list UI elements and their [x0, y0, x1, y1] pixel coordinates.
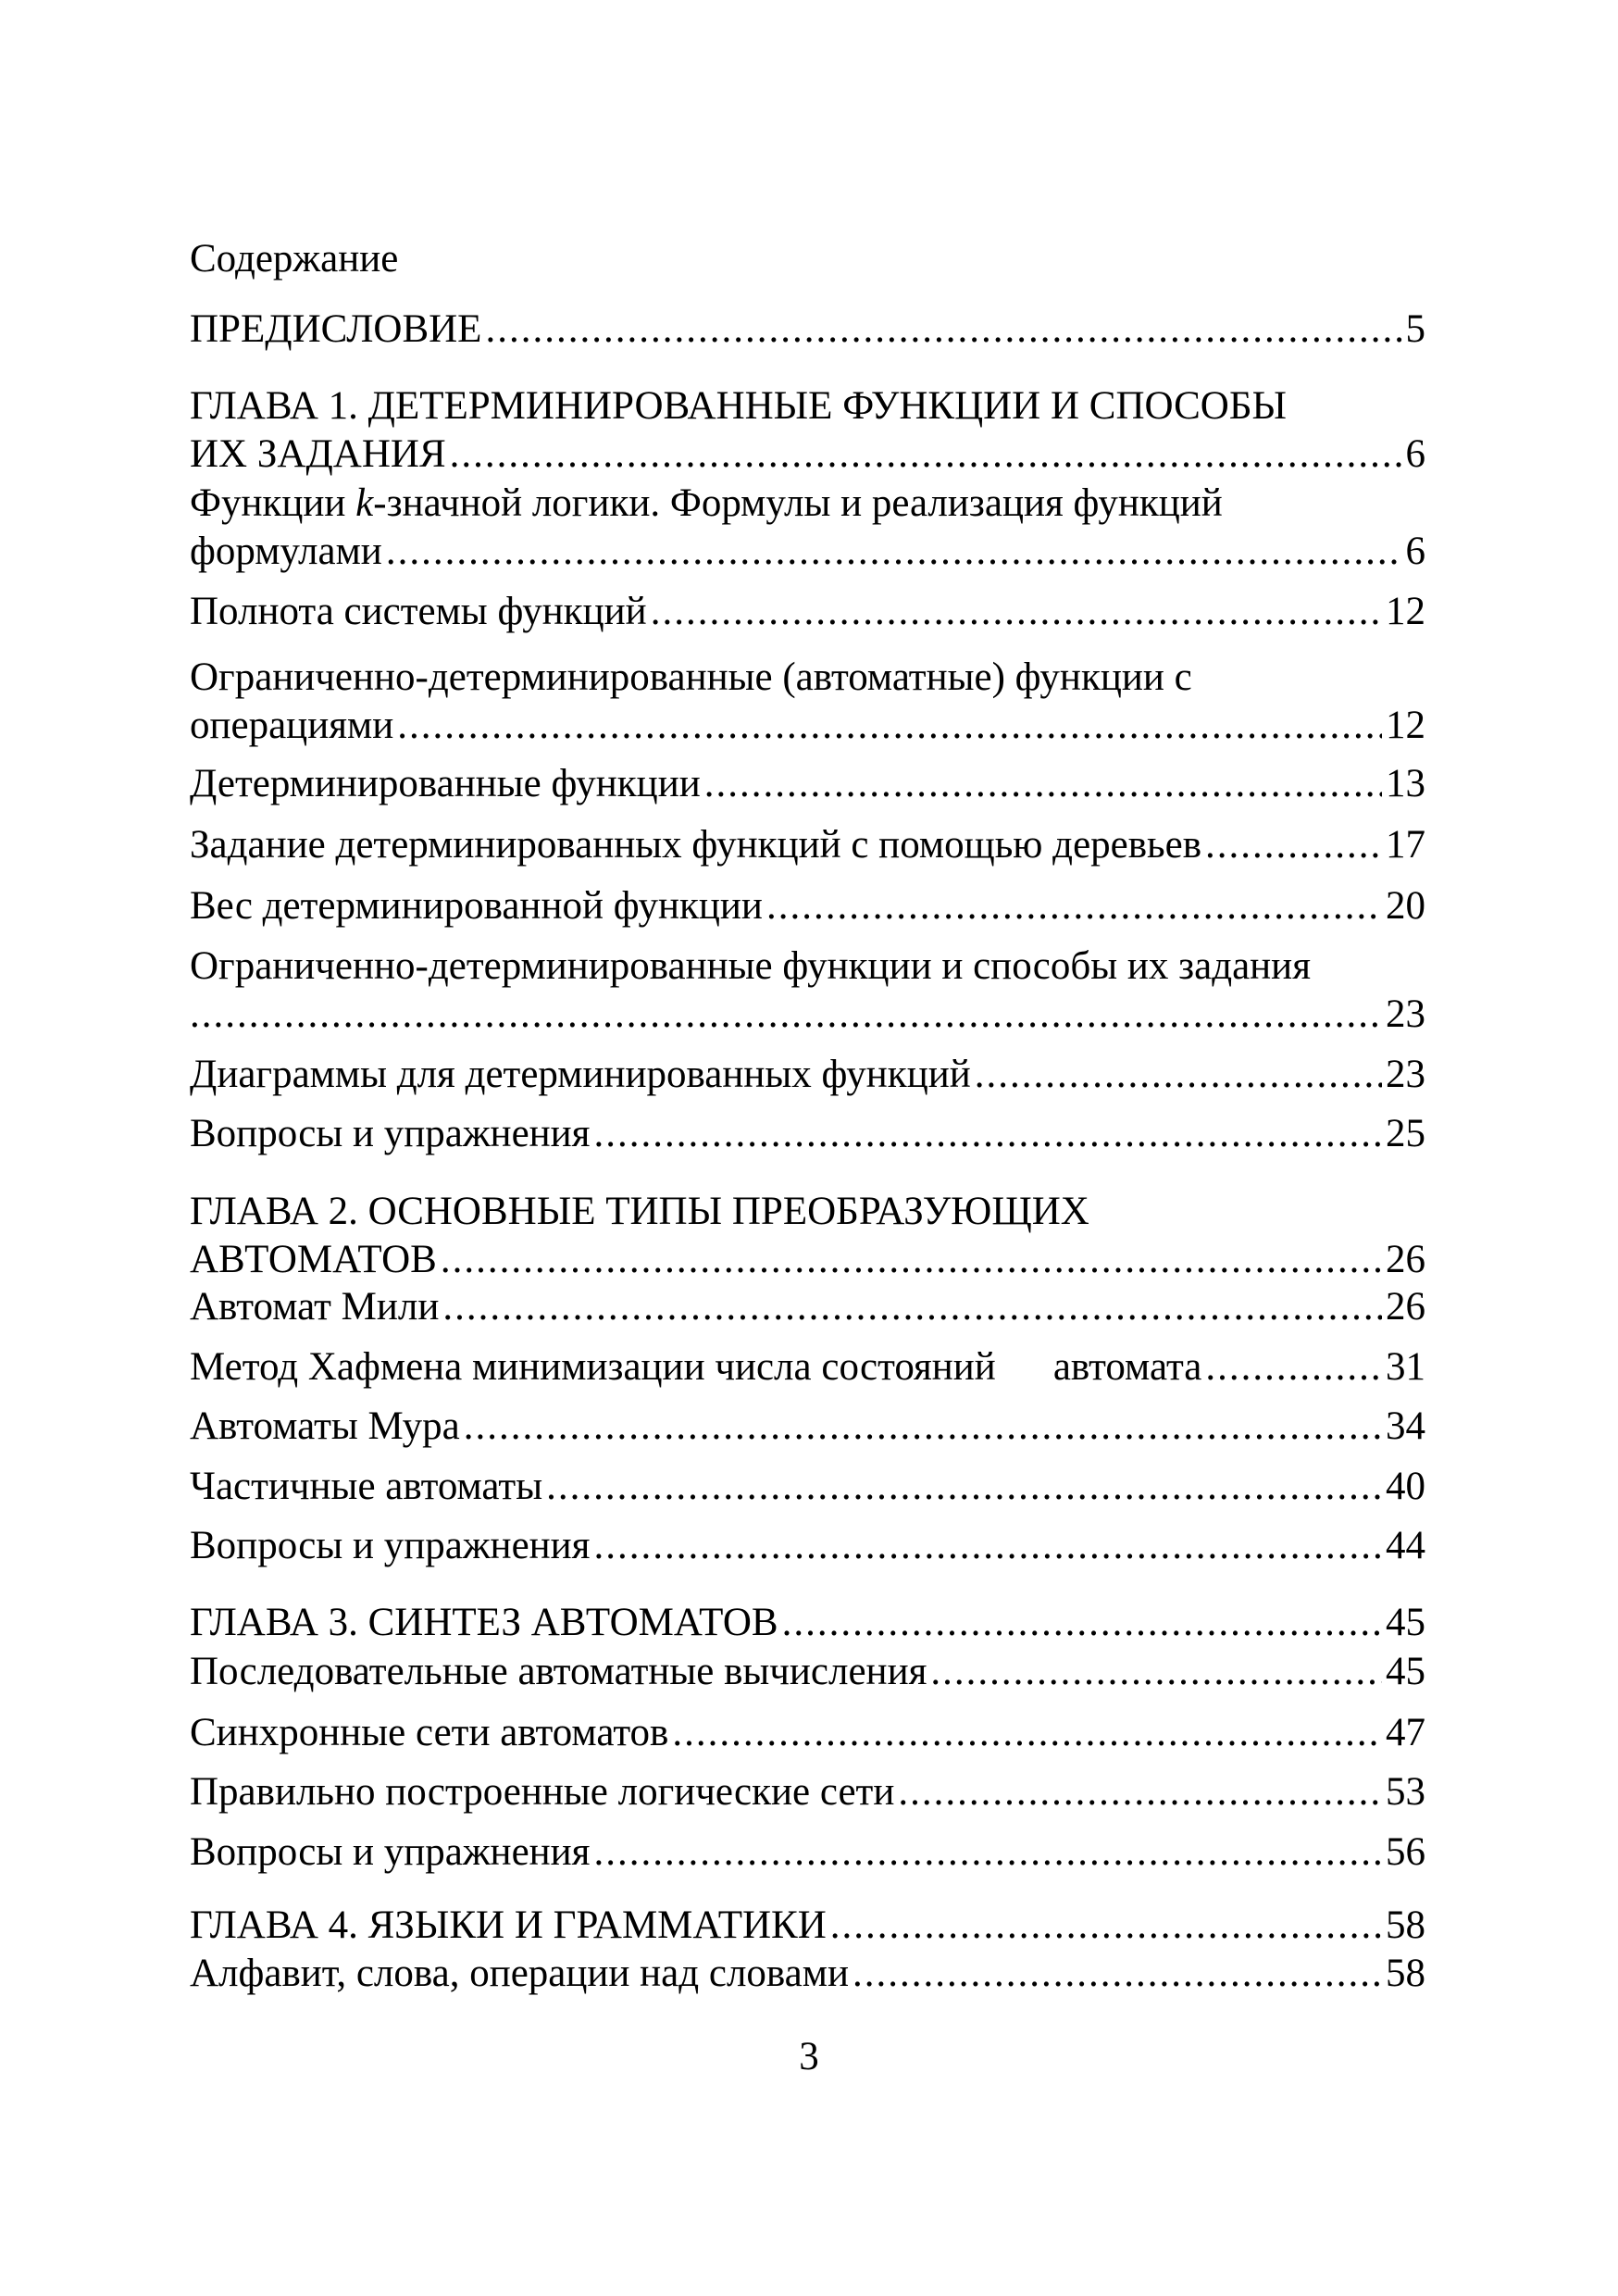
toc-entry-page: 58	[1386, 1952, 1425, 1995]
toc-entry-page: 23	[1386, 1053, 1425, 1096]
toc-entry-page: 23	[1386, 992, 1425, 1036]
dot-leader	[464, 1403, 1382, 1451]
dot-leader	[672, 1709, 1382, 1757]
dot-leader	[930, 1648, 1382, 1696]
toc-entry-questions-ch1[interactable]	[190, 1110, 1425, 1158]
toc-heading: Содержание	[190, 237, 399, 281]
toc-entry-questions-ch2[interactable]	[190, 1522, 1425, 1570]
toc-entry-page: 26	[1386, 1238, 1425, 1281]
toc-entry-title: Детерминированные функции	[190, 762, 701, 805]
toc-entry-title: ГЛАВА 3. СИНТЕЗ АВТОМАТОВ	[190, 1601, 778, 1644]
toc-entry-bounded-deterministic-ops[interactable]	[190, 654, 1425, 750]
toc-entry-title-line2: ИХ ЗАДАНИЯ	[190, 432, 446, 476]
dot-leader	[766, 882, 1382, 930]
toc-entry-page: 12	[1386, 704, 1425, 747]
toc-entry-page: 20	[1386, 884, 1425, 928]
toc-entry-title-line2: операциями	[190, 704, 394, 747]
toc-entry-title: ПРЕДИСЛОВИЕ	[190, 307, 482, 351]
toc-entry-completeness[interactable]	[190, 588, 1425, 636]
toc-entry-deterministic-functions[interactable]	[190, 760, 1425, 808]
toc-entry-page: 44	[1386, 1524, 1425, 1567]
toc-entry-page: 34	[1386, 1404, 1425, 1448]
dot-leader	[485, 306, 1401, 354]
toc-entry-title: Вес детерминированной функции	[190, 884, 763, 928]
dot-leader	[830, 1902, 1382, 1950]
toc-entry-page: 45	[1386, 1601, 1425, 1644]
italic-k: k	[355, 481, 374, 525]
toc-entry-title: Вопросы и упражнения	[190, 1524, 591, 1567]
toc-entry-alphabet[interactable]	[190, 1950, 1425, 1998]
toc-entry-page: 56	[1386, 1830, 1425, 1874]
toc-entry-page: 5	[1405, 307, 1425, 351]
toc-entry-page: 47	[1386, 1711, 1425, 1754]
toc-entry-title-line1: ГЛАВА 2. ОСНОВНЫЕ ТИПЫ ПРЕОБРАЗУЮЩИХ	[190, 1190, 1089, 1233]
toc-entry-title: ГЛАВА 4. ЯЗЫКИ И ГРАММАТИКИ	[190, 1903, 827, 1947]
toc-entry-title-line2: формулами	[190, 530, 382, 573]
toc-entry-chapter-1[interactable]	[190, 382, 1425, 479]
toc-entry-logic-networks[interactable]	[190, 1768, 1425, 1816]
toc-entry-page: 40	[1386, 1465, 1425, 1508]
dot-leader	[546, 1463, 1382, 1511]
dot-leader	[1205, 1343, 1382, 1391]
toc-entry-chapter-3[interactable]	[190, 1599, 1425, 1647]
dot-leader	[397, 702, 1382, 750]
dot-leader	[442, 1283, 1382, 1331]
dot-leader	[651, 588, 1382, 636]
dot-leader	[386, 528, 1402, 576]
toc-entry-title-line1: Ограниченно-детерминированные (автоматные) функции с	[190, 655, 1192, 699]
toc-entry-moore[interactable]	[190, 1403, 1425, 1451]
toc-entry-title-line1: ГЛАВА 1. ДЕТЕРМИНИРОВАННЫЕ ФУНКЦИИ И СПОСОБЫ	[190, 384, 1288, 428]
toc-entry-huffman[interactable]	[190, 1343, 1425, 1391]
toc-entry-title: Частичные автоматы	[190, 1465, 543, 1508]
toc-entry-title: Автомат Мили	[190, 1285, 440, 1329]
toc-entry-page: 58	[1386, 1903, 1425, 1947]
toc-entry-questions-ch3[interactable]	[190, 1828, 1425, 1877]
toc-entry-title-line2: АВТОМАТОВ	[190, 1238, 437, 1281]
toc-entry-title: Последовательные автоматные вычисления	[190, 1650, 927, 1693]
toc-entry-page: 6	[1405, 432, 1425, 476]
dot-leader	[853, 1950, 1382, 1998]
toc-entry-page: 31	[1386, 1345, 1425, 1389]
toc-entry-title: Вопросы и упражнения	[190, 1830, 591, 1874]
dot-leader	[898, 1768, 1382, 1816]
toc-entry-title: Вопросы и упражнения	[190, 1112, 591, 1155]
dot-leader	[593, 1522, 1382, 1570]
dot-leader	[593, 1110, 1382, 1158]
toc-entry-chapter-4[interactable]	[190, 1902, 1425, 1950]
toc-entry-page: 17	[1386, 823, 1425, 867]
toc-entry-page: 26	[1386, 1285, 1425, 1329]
toc-entry-mealy[interactable]	[190, 1283, 1425, 1331]
toc-entry-title: Автоматы Мура	[190, 1404, 460, 1448]
toc-entry-synchronous-networks[interactable]	[190, 1709, 1425, 1757]
toc-entry-sequential-computations[interactable]	[190, 1648, 1425, 1696]
toc-entry-title-line1: Ограниченно-детерминированные функции и способы их задания	[190, 944, 1311, 988]
dot-leader	[450, 430, 1402, 479]
toc-entry-title: Задание детерминированных функций с помощью деревьев	[190, 823, 1202, 867]
toc-entry-title-line1: Функции k-значной логики. Формулы и реализация функций	[190, 481, 1223, 525]
toc-entry-page: 45	[1386, 1650, 1425, 1693]
toc-entry-title: Диаграммы для детерминированных функций	[190, 1053, 971, 1096]
toc-entry-page: 6	[1405, 530, 1425, 573]
toc-entry-title-part2: автомата	[1052, 1345, 1202, 1389]
toc-entry-trees[interactable]	[190, 821, 1425, 869]
toc-entry-partial-automata[interactable]	[190, 1463, 1425, 1511]
dot-leader	[593, 1828, 1382, 1877]
dot-leader	[975, 1051, 1382, 1099]
toc-entry-page: 12	[1386, 590, 1425, 633]
toc-entry-bounded-deterministic-methods[interactable]	[190, 942, 1425, 1039]
toc-entry-title: Правильно построенные логические сети	[190, 1770, 895, 1814]
toc-entry-k-valued-logic[interactable]	[190, 480, 1425, 576]
toc-entry-page: 25	[1386, 1112, 1425, 1155]
toc-entry-weight[interactable]	[190, 882, 1425, 930]
toc-entry-preface[interactable]	[190, 306, 1425, 354]
dot-leader	[704, 760, 1382, 808]
toc-entry-chapter-2[interactable]	[190, 1188, 1425, 1284]
page-number: 3	[799, 2035, 819, 2078]
dot-leader	[190, 991, 1382, 1039]
toc-entry-title-part1: Метод Хафмена минимизации числа состояний	[190, 1345, 996, 1389]
dot-leader	[441, 1236, 1382, 1284]
toc-entry-page: 53	[1386, 1770, 1425, 1814]
toc-entry-page: 13	[1386, 762, 1425, 805]
toc-entry-diagrams[interactable]	[190, 1051, 1425, 1099]
toc-entry-title: Полнота системы функций	[190, 590, 647, 633]
toc-entry-title: Алфавит, слова, операции над словами	[190, 1952, 849, 1995]
dot-leader	[1205, 821, 1382, 869]
toc-entry-title: Синхронные сети автоматов	[190, 1711, 669, 1754]
dot-leader	[782, 1599, 1382, 1647]
